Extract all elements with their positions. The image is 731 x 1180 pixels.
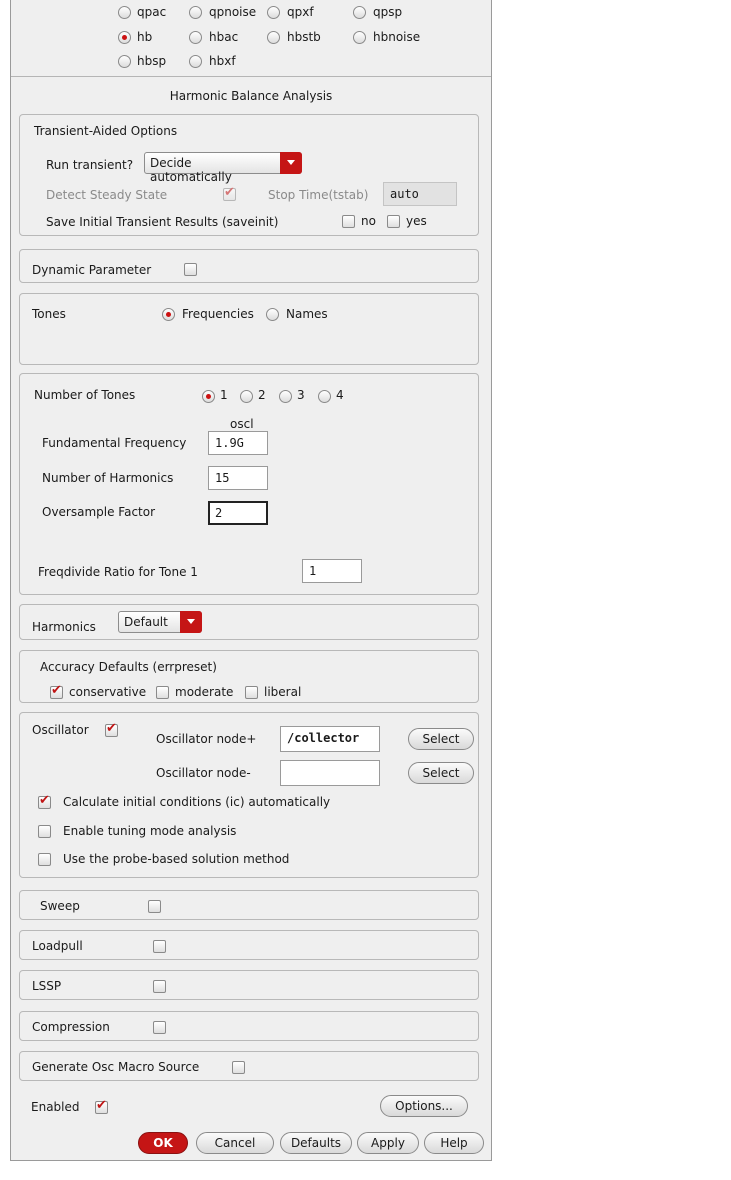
enabled-label: Enabled <box>31 1100 80 1114</box>
tones-2-radio[interactable] <box>240 390 253 403</box>
radio-hb-label: hb <box>137 30 153 44</box>
lssp-checkbox[interactable] <box>153 980 166 993</box>
tones-frequencies-label: Frequencies <box>182 307 254 321</box>
chevron-down-icon <box>180 611 202 633</box>
run-transient-combo[interactable] <box>144 152 302 184</box>
lssp-label: LSSP <box>32 979 62 993</box>
ok-button-label: OK <box>153 1136 173 1150</box>
tuning-mode-checkbox[interactable] <box>38 825 51 838</box>
radio-qpac[interactable] <box>118 6 131 19</box>
enabled-checkbox[interactable] <box>95 1101 108 1114</box>
saveinit-no-label: no <box>361 214 376 228</box>
radio-qpsp[interactable] <box>353 6 366 19</box>
tones-2-label: 2 <box>258 388 266 402</box>
conservative-checkbox[interactable] <box>50 686 63 699</box>
oscillator-node-minus-field[interactable] <box>280 760 380 786</box>
calculate-ic-label: Calculate initial conditions (ic) automatically <box>63 795 331 809</box>
oscillator-checkbox[interactable] <box>105 724 118 737</box>
lssp-group <box>19 970 479 1000</box>
detect-steady-state-checkbox[interactable] <box>223 188 236 201</box>
tones-label: Tones <box>32 307 66 321</box>
radio-qpnoise[interactable] <box>189 6 202 19</box>
number-of-harmonics-label: Number of Harmonics <box>42 471 174 485</box>
probe-based-checkbox[interactable] <box>38 853 51 866</box>
tones-1-label: 1 <box>220 388 228 402</box>
liberal-checkbox[interactable] <box>245 686 258 699</box>
transient-heading: Transient-Aided Options <box>34 124 178 138</box>
moderate-label: moderate <box>175 685 234 699</box>
radio-qpxf[interactable] <box>267 6 280 19</box>
radio-hbsp[interactable] <box>118 55 131 68</box>
harmonics-label: Harmonics <box>32 620 96 634</box>
tones-3-radio[interactable] <box>279 390 292 403</box>
radio-qpac-label: qpac <box>137 5 167 19</box>
help-button-label: Help <box>440 1136 468 1150</box>
fundamental-frequency-value: 1.9G <box>215 436 244 450</box>
dynamic-parameter-group <box>19 249 479 283</box>
defaults-button-label: Defaults <box>290 1136 342 1150</box>
radio-qpnoise-label: qpnoise <box>209 5 257 19</box>
oversample-factor-field[interactable] <box>208 501 268 525</box>
probe-based-label: Use the probe-based solution method <box>63 852 290 866</box>
fundamental-frequency-field[interactable] <box>208 431 268 455</box>
number-of-harmonics-field[interactable] <box>208 466 268 490</box>
accuracy-defaults-group <box>19 650 479 703</box>
freqdivide-ratio-label: Freqdivide Ratio for Tone 1 <box>38 565 198 579</box>
oscillator-group <box>19 712 479 878</box>
dynamic-parameter-label: Dynamic Parameter <box>32 263 152 277</box>
tuning-mode-label: Enable tuning mode analysis <box>63 824 237 838</box>
ok-button[interactable] <box>138 1132 188 1154</box>
saveinit-yes-label: yes <box>406 214 427 228</box>
liberal-label: liberal <box>264 685 302 699</box>
oscillator-node-minus-label: Oscillator node- <box>156 766 251 780</box>
radio-hb[interactable] <box>118 31 131 44</box>
oscillator-node-plus-label: Oscillator node+ <box>156 732 257 746</box>
loadpull-group <box>19 930 479 960</box>
transient-options-group <box>19 114 479 236</box>
stop-time-field[interactable] <box>383 182 457 206</box>
compression-checkbox[interactable] <box>153 1021 166 1034</box>
radio-hbac-label: hbac <box>209 30 239 44</box>
oscillator-node-plus-field[interactable] <box>280 726 380 752</box>
cancel-button-label: Cancel <box>214 1136 256 1150</box>
defaults-button[interactable] <box>280 1132 352 1154</box>
chevron-down-icon <box>280 152 302 174</box>
run-transient-label: Run transient? <box>46 158 134 172</box>
cancel-button[interactable] <box>196 1132 274 1154</box>
loadpull-label: Loadpull <box>32 939 83 953</box>
freqdivide-ratio-value: 1 <box>309 564 317 578</box>
fundamental-frequency-label: Fundamental Frequency <box>42 436 187 450</box>
tone-column-header: oscl <box>230 417 254 431</box>
moderate-checkbox[interactable] <box>156 686 169 699</box>
harmonics-combo[interactable] <box>118 611 202 633</box>
calculate-ic-checkbox[interactable] <box>38 796 51 809</box>
save-initial-label: Save Initial Transient Results (saveinit) <box>46 215 279 229</box>
stop-time-value: auto <box>390 187 419 201</box>
hb-analysis-dialog <box>10 0 492 1161</box>
radio-hbnoise[interactable] <box>353 31 366 44</box>
tones-names-label: Names <box>286 307 328 321</box>
select-button-label: Select <box>422 766 460 780</box>
gen-osc-macro-group <box>19 1051 479 1081</box>
radio-hbxf-label: hbxf <box>209 54 236 68</box>
radio-hbstb[interactable] <box>267 31 280 44</box>
radio-hbsp-label: hbsp <box>137 54 167 68</box>
sweep-group <box>19 890 479 920</box>
detect-steady-state-label: Detect Steady State <box>46 188 168 202</box>
oversample-factor-value: 2 <box>215 506 223 520</box>
apply-button-label: Apply <box>371 1136 405 1150</box>
tones-3-label: 3 <box>297 388 305 402</box>
tones-4-radio[interactable] <box>318 390 331 403</box>
tones-1-radio[interactable] <box>202 390 215 403</box>
tones-4-label: 4 <box>336 388 344 402</box>
number-of-tones-group <box>19 373 479 595</box>
number-of-harmonics-value: 15 <box>215 471 230 485</box>
sweep-checkbox[interactable] <box>148 900 161 913</box>
help-button[interactable] <box>424 1132 484 1154</box>
run-transient-value: Decide automatically <box>150 156 232 184</box>
radio-qpsp-label: qpsp <box>373 5 403 19</box>
radio-hbstb-label: hbstb <box>287 30 321 44</box>
accuracy-heading: Accuracy Defaults (errpreset) <box>40 660 217 674</box>
gen-osc-macro-label: Generate Osc Macro Source <box>32 1060 200 1074</box>
tones-frequencies-radio[interactable] <box>162 308 175 321</box>
sweep-label: Sweep <box>40 899 80 913</box>
oscillator-label: Oscillator <box>32 723 89 737</box>
tones-group <box>19 293 479 365</box>
conservative-label: conservative <box>69 685 147 699</box>
radio-hbnoise-label: hbnoise <box>373 30 421 44</box>
loadpull-checkbox[interactable] <box>153 940 166 953</box>
options-button-label: Options... <box>395 1099 453 1113</box>
select-node-plus-button[interactable] <box>408 728 474 750</box>
radio-hbac[interactable] <box>189 31 202 44</box>
harmonics-group <box>19 604 479 640</box>
saveinit-yes-checkbox[interactable] <box>387 215 400 228</box>
tones-names-radio[interactable] <box>266 308 279 321</box>
compression-label: Compression <box>32 1020 110 1034</box>
dynamic-parameter-checkbox[interactable] <box>184 263 197 276</box>
apply-button[interactable] <box>357 1132 419 1154</box>
gen-osc-macro-checkbox[interactable] <box>232 1061 245 1074</box>
saveinit-no-checkbox[interactable] <box>342 215 355 228</box>
dialog-title: Harmonic Balance Analysis <box>169 89 333 103</box>
options-button[interactable] <box>380 1095 468 1117</box>
number-of-tones-label: Number of Tones <box>34 388 136 402</box>
harmonics-value: Default <box>124 615 168 629</box>
select-node-minus-button[interactable] <box>408 762 474 784</box>
radio-qpxf-label: qpxf <box>287 5 314 19</box>
radio-hbxf[interactable] <box>189 55 202 68</box>
compression-group <box>19 1011 479 1041</box>
select-button-label: Select <box>422 732 460 746</box>
oscillator-node-plus-value: /collector <box>287 731 360 745</box>
separator <box>11 76 491 77</box>
oversample-factor-label: Oversample Factor <box>42 505 156 519</box>
stop-time-label: Stop Time(tstab) <box>268 188 369 202</box>
freqdivide-ratio-field[interactable] <box>302 559 362 583</box>
